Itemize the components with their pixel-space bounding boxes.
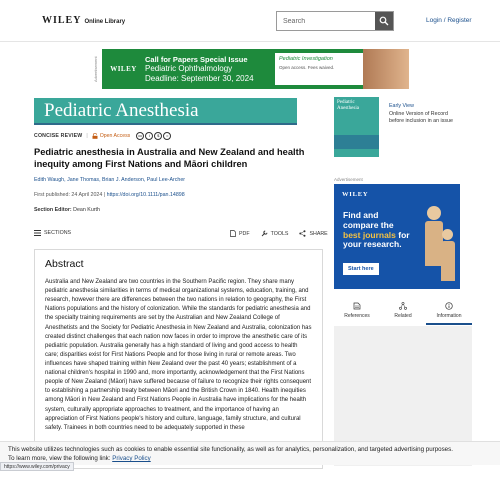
pdf-button[interactable] [230,230,250,237]
first-published: First published: 24 April 2024 [34,192,103,198]
wooden-figure-head [442,229,453,240]
cookie-text-prefix: To learn more, view the following link: [8,454,113,462]
journal-cover-band [334,135,379,149]
section-editor-label: Section Editor: [34,207,72,213]
abstract-section [34,249,323,469]
status-bar-url: https://www.wiley.com/privacy [0,462,74,471]
share-icon [299,230,306,237]
wooden-figure-head [427,206,441,220]
logo-subtitle: Online Library [84,19,126,25]
tab-label: Related [394,313,412,319]
list-icon [34,230,41,236]
journal-title: Pediatric Anesthesia [44,99,199,121]
early-view-desc1: Online Version of Record [389,110,448,117]
tab-related[interactable] [380,299,426,325]
banner-ad-line1: Call for Papers Special Issue [145,54,248,64]
article-type: CONCISE REVIEW [34,133,83,139]
search-box [276,11,394,31]
cookie-notice [0,441,500,465]
tab-label: Information [436,313,462,319]
creative-commons-icons [136,132,171,140]
banner-ad-brand: WILEY [110,65,137,73]
search-button[interactable] [375,12,393,30]
sidebar-ad-text [343,211,413,250]
wrench-icon [261,230,268,237]
cookie-text-line2 [8,455,492,464]
cc-icon: cc [138,133,143,138]
logo-wordmark: WILEY [42,15,82,26]
sidebar-ad[interactable] [334,184,460,289]
open-access-badge [92,133,131,139]
pdf-label: PDF [239,230,250,237]
wiley-online-library-logo[interactable] [42,15,125,26]
early-view-link[interactable]: Early View [389,103,414,109]
sections-label: SECTIONS [44,230,72,236]
cookie-text-line1: This website utilizes technologies such as cookies to enable essential site functionality, as well as for analytics, personalization, and targeted advertising purposes. [8,446,453,453]
author-list[interactable]: Edith Waugh, Jane Thomas, Brian J. Anderson, Paul Lee-Archer [34,177,186,183]
early-view-info [389,103,453,126]
journal-cover[interactable] [334,97,379,157]
banner-ad-journal [275,53,363,85]
search-icon [379,16,389,26]
advertisement-label: Advertisement [334,177,363,182]
separator: | [86,133,88,139]
tools-label: TOOLS [270,230,289,237]
network-icon [399,302,407,310]
banner-ad-photo [363,49,409,89]
abstract-text: Australia and New Zealand are two countries in the Southern Pacific region. They share many pediatric anesthesia similarities in terms of medical organizational systems, education, training, and research, however there are differences between the two nations in relation to geography, the First Nations populations and the history of colonization. While the standards for pediatric anesthesia and the specialty training requirements are set by the Australian and New Zealand College of Anesthetists and the Society for Pediatric Anesthesia in New Zealand and Australia, colonization has created distinct challenges that each nation now faces in order to improve the anesthetic care of its pediatric population. Australia generally has a high standard of living and good access to health care; disparities exist for First Nations People and for those living in rural or remote areas. Two influences have shaped training within New Zealand over the past 40 years; establishment of a national children's hospital in 1990 and, more importantly, acknowledgement that the First Nations people of New Zealand (Māori) have suffered because of failure to recognize their rights consequent to establishing a partnership treaty between Māori and the British Crown in 1840. Health inequities among Māori in New Zealand and First Nations People in Australia have implications for the health system, culturally appropriate approaches to treatment, and the importance of having an appreciation of First Nations people's history and culture, language, family structure, and cultural safety. Trainees in both countries need to be adequately supported in these [45,279,312,431]
login-register-link[interactable]: Login / Register [426,17,472,24]
sidebar-ad-text-1: Find and compare the [343,210,394,230]
doi-link[interactable]: https://doi.org/10.1111/pan.14898 [106,192,185,198]
publication-info [34,192,185,198]
privacy-policy-link[interactable]: Privacy Policy [112,454,151,462]
share-button[interactable] [299,230,327,237]
tab-label: References [344,313,370,319]
sidebar-tabs [334,299,472,325]
pdf-icon [230,230,236,237]
toolbar-actions [230,230,328,237]
banner-ad-journal-note: Open access. Fees waived. [279,65,335,70]
nc-icon: $ [154,132,162,140]
journal-masthead[interactable] [34,98,297,125]
banner-ad-text [145,55,275,83]
unlock-icon [92,133,98,139]
sections-button[interactable] [34,230,71,236]
info-icon [445,302,453,310]
nd-icon: = [163,132,171,140]
sidebar-ad-highlight: best journals [343,229,396,240]
section-editor [34,207,100,213]
early-view-desc2: before inclusion in an issue [389,118,453,125]
banner-ad[interactable] [102,49,409,89]
banner-ad-line2: Pediatric Ophthalmology [145,63,233,73]
tools-button[interactable] [261,230,289,237]
tab-references[interactable] [334,299,380,325]
sidebar-ad-brand: WILEY [342,191,369,198]
abstract-heading: Abstract [45,258,84,270]
sidebar-ad-button[interactable]: Start here [343,263,379,275]
article-title: Pediatric anesthesia in Australia and New Zealand and health inequity among First Nations and Māori children [34,147,305,170]
open-access-label: Open Access [99,133,131,139]
search-input[interactable] [277,12,375,30]
banner-ad-journal-name: Pediatric Investigation [279,56,333,62]
by-icon: i [145,132,153,140]
journal-cover-title: Pediatric Anesthesia [337,100,359,111]
share-label: SHARE [309,230,328,237]
references-icon [353,302,361,310]
article-meta-row [34,132,171,140]
separator: | [103,192,107,198]
banner-ad-line3: Deadline: September 30, 2024 [145,73,254,83]
wooden-figure-body [441,241,455,281]
advertisement-label: Advertisement [93,56,98,82]
tab-information[interactable] [426,299,472,325]
sidebar-ad-text-2: for your research. [343,229,410,250]
top-header [0,0,500,42]
section-editor-name: Dean Kurth [73,207,100,213]
